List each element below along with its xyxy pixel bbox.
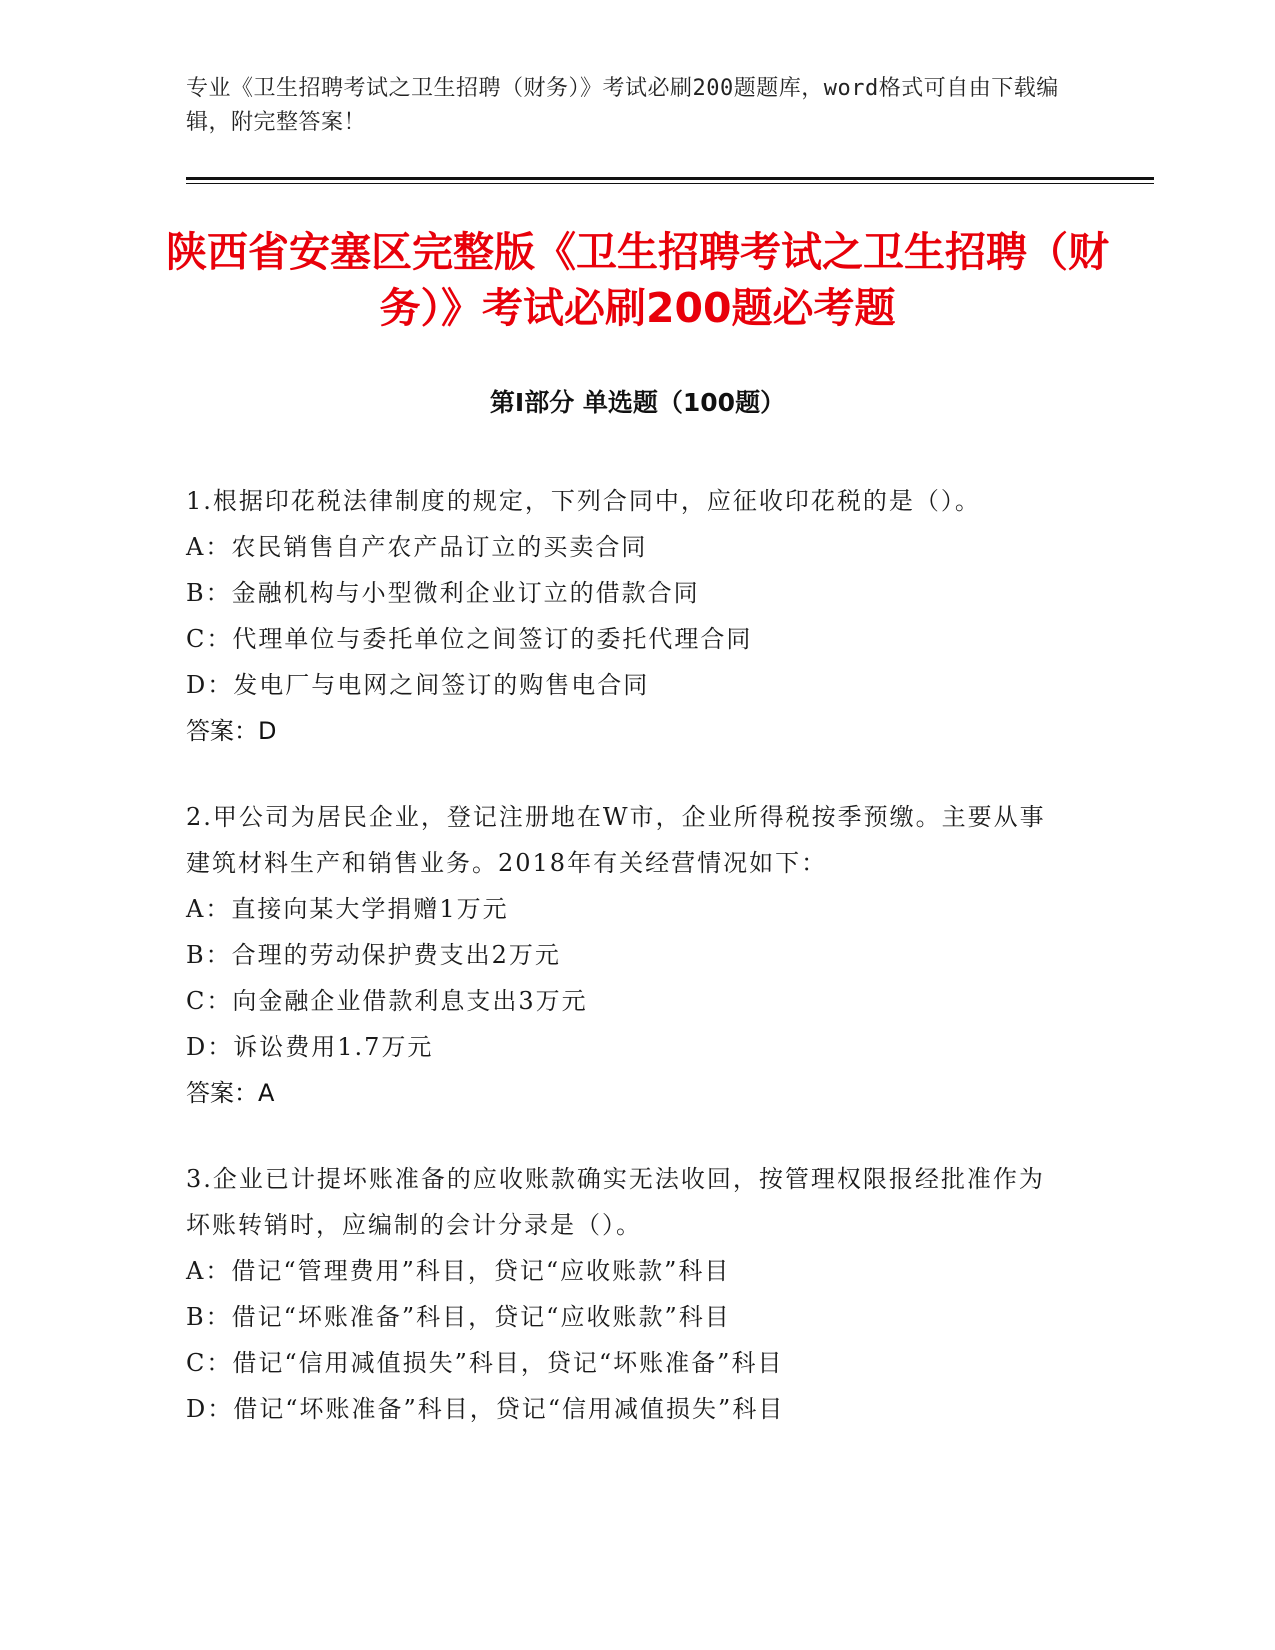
option-c: C：代理单位与委托单位之间签订的委托代理合同: [186, 625, 753, 653]
option-b: B：金融机构与小型微利企业订立的借款合同: [186, 579, 700, 607]
answer: 答案：D: [186, 717, 277, 745]
option-c: C：向金融企业借款利息支出3万元: [186, 987, 588, 1015]
option-d: D：诉讼费用1.7万元: [186, 1033, 434, 1061]
option-a: A：农民销售自产农产品订立的买卖合同: [186, 533, 648, 561]
option-c: C：借记“信用减值损失”科目，贷记“坏账准备”科目: [186, 1349, 784, 1377]
option-a: A：借记“管理费用”科目，贷记“应收账款”科目: [186, 1257, 731, 1285]
option-b: B：合理的劳动保护费支出2万元: [186, 941, 561, 969]
question-stem: 1.根据印花税法律制度的规定，下列合同中，应征收印花税的是（）。: [186, 487, 981, 515]
question-stem: 3.企业已计提坏账准备的应收账款确实无法收回，按管理权限报经批准作为坏账转销时，应编制的会计分录是（）。: [186, 1165, 1045, 1239]
answer: 答案：A: [186, 1079, 275, 1107]
question-1: [186, 478, 1066, 754]
question-stem: 2.甲公司为居民企业，登记注册地在W市，企业所得税按季预缴。主要从事建筑材料生产和销售业务。2018年有关经营情况如下：: [186, 803, 1046, 877]
option-b: B：借记“坏账准备”科目，贷记“应收账款”科目: [186, 1303, 731, 1331]
header-note: 专业《卫生招聘考试之卫生招聘（财务）》考试必刷200题题库，word格式可自由下载编辑，附完整答案！: [186, 76, 1059, 135]
option-d: D：借记“坏账准备”科目，贷记“信用减值损失”科目: [186, 1395, 785, 1423]
option-d: D：发电厂与电网之间签订的购售电合同: [186, 671, 650, 699]
question-list: [186, 478, 1066, 1472]
question-3: [186, 1156, 1066, 1432]
section-title: 第I部分 单选题（100题）: [489, 388, 786, 417]
header-rule-thick: [186, 177, 1154, 180]
document-title: 陕西省安塞区完整版《卫生招聘考试之卫生招聘（财务）》考试必刷200题必考题: [166, 228, 1109, 332]
header-rule-thin: [186, 183, 1154, 184]
option-a: A：直接向某大学捐赠1万元: [186, 895, 509, 923]
question-2: [186, 794, 1066, 1116]
